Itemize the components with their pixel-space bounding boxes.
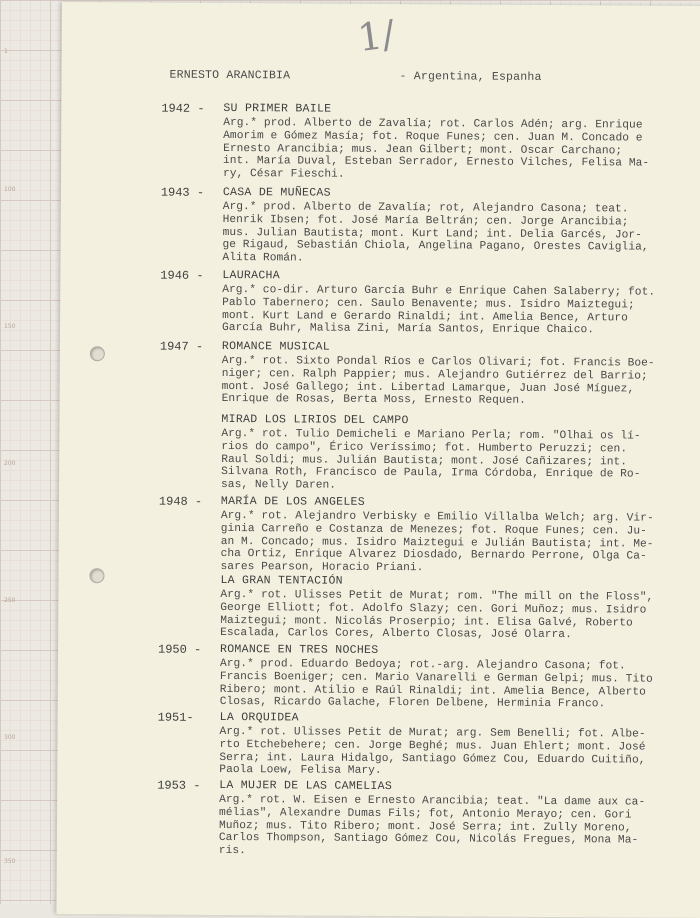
film-title: LA MUJER DE LAS CAMELIAS (219, 779, 392, 793)
film-entry (160, 269, 680, 272)
grid-label: 100 (4, 186, 15, 193)
film-entry (159, 495, 679, 498)
film-title: MIRAD LOS LIRIOS DEL CAMPO (221, 413, 408, 427)
country-list: - Argentina, Espanha (400, 70, 542, 84)
punch-hole (90, 346, 105, 361)
film-credits: Arg.* rot. Ulisses Petit de Murat; arg. Sem Benelli; fot. Albe- rto Etchebehere; cen. Jorge Beghé; mus. Juan Ehlert; mont. José Serra; int. Laura Hidalgo, Santiago Gómez Cou, Eduardo Cuitiño, Paola Loew, Felisa Mary. (219, 726, 664, 780)
film-credits: Arg.* rot. Tulio Demicheli e Mariano Perla; rom. "Olhai os lí- rios do campo", Érico Veríssimo; fot. Humberto Peruzzi; cen. Raul Soldi; mus. Julián Bautista; mont. José Cañizares; int. Silvana Roth, Francisco de Paula, Irma Córdoba, Enrique de Ro- sas, Nelly Daren. (221, 428, 666, 495)
entry-year: 1950 - (158, 643, 218, 657)
film-entry (161, 186, 681, 189)
film-title: CASA DE MUÑECAS (223, 186, 331, 200)
typed-page (56, 2, 700, 918)
punch-hole (89, 568, 104, 583)
page-header (170, 69, 678, 85)
grid-label: 200 (4, 460, 15, 467)
film-credits: Arg.* rot. Sixto Pondal Ríos e Carlos Olivari; fot. Francis Boe- niger; cen. Ralph Pappier; mus. Alejandro Gutiérrez del Barrio; mont. José Gallego; int. Libertad Lamarque, Juan José Míguez, Enrique de Rosas, Berta Moss, Ernesto Requen. (222, 355, 667, 409)
grid-label: 150 (4, 323, 15, 330)
film-credits: Arg.* rot. W. Eisen e Ernesto Arancibia; teat. "La dame aux ca- mélias", Alexandre Dumas Fils; fot, Antonio Merayo; cen. Gori Muñoz; mus. Tito Ribero; mont. José Serra; int. Zully Moreno, Carlos Thompson, Santiago Gómez Cou, Nicolás Fregues, Mona Ma- ris. (219, 794, 664, 861)
grid-label: 1 (4, 48, 8, 55)
film-credits: Arg.* prod. Alberto de Zavalía; rot. Carlos Adén; arg. Enrique Amorim e Gómez Masía; fot. Roque Funes; cen. Juan M. Concado e Ernesto Arancibia; mus. Jean Gilbert; mont. Oscar Carchano; int. María Duval, Esteban Serrador, Ernesto Vilches, Felisa Ma- ry, César Fieschi. (223, 117, 668, 184)
film-entry (158, 643, 678, 646)
entry-year: 1947 - (160, 340, 220, 354)
film-title: LA ORQUIDEA (220, 711, 299, 724)
pen-mark: 1/ (355, 12, 398, 61)
film-entry (160, 340, 680, 343)
grid-label: 300 (4, 734, 15, 741)
film-title: LA GRAN TENTACIÓN (220, 574, 342, 588)
entry-year: 1948 - (159, 495, 219, 509)
entry-year: 1951- (158, 711, 218, 725)
film-credits: Arg.* prod. Alberto de Zavalía; rot, Alejandro Casona; teat. Henrik Ibsen; fot. José María Beltrán; cen. Jorge Arancibia; mus. Julian Bautista; mont. Kurt Land; int. Delia Garcés, Jor- ge Rigaud, Sebastián Chiola, Angelina Pagano, Orestes Caviglia, Alita Román. (222, 201, 667, 268)
film-title: MARÍA DE LOS ANGELES (221, 495, 365, 509)
film-credits: Arg.* rot. Ulisses Petit de Murat; rom. "The mill on the Floss", George Elliott; fot. Adolfo Slazy; cen. Gori Muñoz; mus. Isidro Maiztegui; mont. Nicolás Proserpio; int. Elisa Galvé, Roberto Escalada, Carlos Cores, Alberto Closas, José Olarra. (220, 589, 665, 643)
entry-year: 1943 - (161, 186, 221, 200)
film-credits: Arg.* prod. Eduardo Bedoya; rot.-arg. Alejandro Casona; fot. Francis Boeniger; cen. Mario Vanarelli e German Gelpi; mus. Tito Ribero; mont. Atilio e Raúl Rinaldi; int. Amelia Bence, Alberto Closas, Ricardo Galache, Floren Delbene, Herminia Franco. (220, 658, 665, 712)
film-title: ROMANCE MUSICAL (222, 340, 330, 354)
film-title: ROMANCE EN TRES NOCHES (220, 643, 379, 657)
entry-year: 1953 - (157, 779, 217, 793)
film-title: SU PRIMER BAILE (223, 102, 331, 116)
film-entry (161, 102, 681, 105)
film-entry (159, 413, 679, 416)
entry-year: 1946 - (160, 269, 220, 283)
person-name: ERNESTO ARANCIBIA (170, 69, 291, 83)
grid-label: 250 (4, 597, 15, 604)
grid-label: 350 (4, 858, 15, 865)
film-credits: Arg.* co-dir. Arturo García Buhr e Enrique Cahen Salaberry; fot. Pablo Tabernero; cen. Saulo Benavente; mus. Isidro Maiztegui; mont. Kurt Land e Gerardo Rinaldi; int. Amelia Bence, Arturo García Buhr, Malisa Zini, María Santos, Enrique Chaico. (222, 284, 667, 338)
film-title: LAURACHA (222, 269, 280, 282)
entry-year: 1942 - (161, 102, 221, 116)
film-credits: Arg.* rot. Alejandro Verbisky e Emilio Villalba Welch; arg. Vir- ginia Carreño e Costanza de Menezes; fot. Roque Funes; cen. Ju- an M. Concado; mus. Isidro Maiztegui e Julián Bautista; int. Me- cha Ortiz, Enrique Alvarez Diosdado, Bernardo Perrone, Olga Ca- sares Pearson, Horacio Priani. (221, 510, 666, 577)
